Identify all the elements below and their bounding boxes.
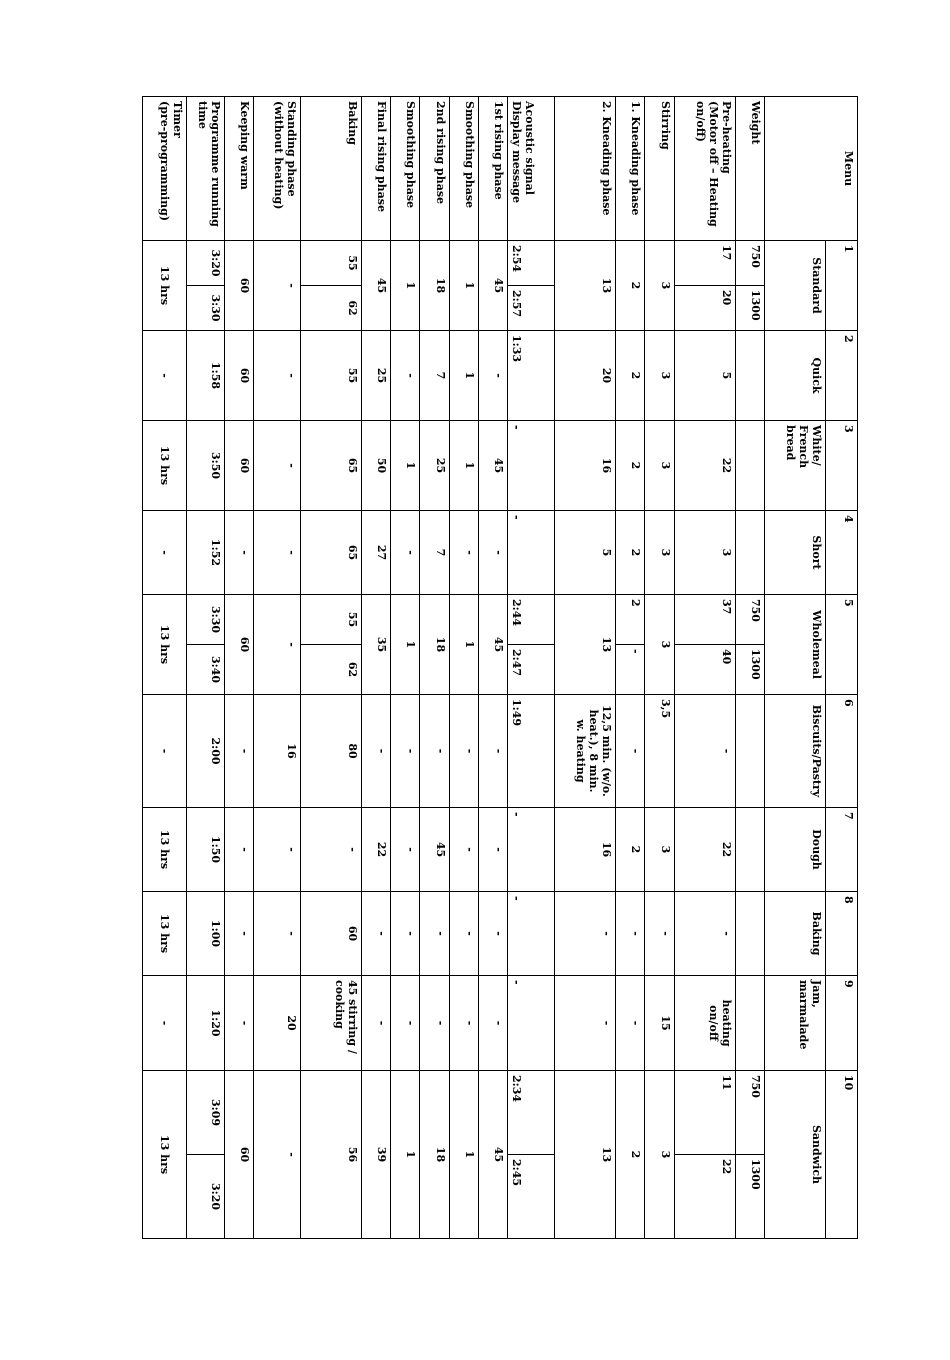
cell: -: [479, 331, 508, 421]
cell: 2: [616, 241, 645, 331]
cell: 13: [554, 241, 615, 331]
program-number: 2: [826, 331, 858, 421]
cell: -: [616, 892, 645, 976]
cell: -: [254, 331, 300, 421]
cell: 2: [616, 1071, 645, 1239]
cell: 55: [300, 331, 361, 421]
program-number: 8: [826, 892, 858, 976]
program-number: 5: [826, 595, 858, 695]
cell: 45: [479, 241, 508, 331]
cell: -: [254, 892, 300, 976]
header-number-row: [826, 97, 858, 1239]
cell: -: [479, 808, 508, 892]
cell: -: [674, 892, 735, 976]
cell: 18: [420, 595, 449, 695]
cell: 62: [300, 645, 361, 695]
row-timer: [143, 97, 187, 1239]
cell: 5: [674, 331, 735, 421]
program-name: Sandwich: [765, 1071, 826, 1239]
cell: 45: [479, 595, 508, 695]
cell: 3: [645, 808, 674, 892]
cell: 16: [554, 421, 615, 511]
cell: -: [479, 892, 508, 976]
cell: -: [254, 808, 300, 892]
cell: -: [300, 808, 361, 892]
cell: 45: [420, 808, 449, 892]
cell: -: [143, 695, 187, 808]
cell: -: [674, 695, 735, 808]
cell: 3:30: [187, 595, 225, 645]
row-label: Pre-heating (Motor off – Heating on/off): [674, 97, 735, 241]
cell: 18: [420, 1071, 449, 1239]
row-weight: [735, 97, 764, 1239]
cell: -: [361, 892, 390, 976]
row-label: Baking: [300, 97, 361, 241]
cell: 13 hrs: [143, 1071, 187, 1239]
cell: 60: [224, 331, 253, 421]
cell: 15: [645, 976, 674, 1071]
header-name-row: [765, 97, 826, 1239]
cell: 3:40: [187, 645, 225, 695]
row-stirring: [645, 97, 674, 1239]
cell: 55: [300, 595, 361, 645]
cell: 45 stirring / cooking: [300, 976, 361, 1071]
cell: 7: [420, 331, 449, 421]
cell: -: [449, 511, 478, 595]
row-label: Final rising phase: [361, 97, 390, 241]
cell: 37: [674, 595, 735, 645]
cell: 80: [300, 695, 361, 808]
cell: 3: [645, 595, 674, 695]
cell: 1:58: [187, 331, 225, 421]
cell: 2: [616, 421, 645, 511]
cell: 60: [224, 595, 253, 695]
row-running-time: [187, 97, 225, 1239]
cell: 16: [554, 808, 615, 892]
row-label: Keeping warm: [224, 97, 253, 241]
row-standing: [254, 97, 300, 1239]
cell: -: [391, 511, 420, 595]
row-label: Smoothing phase: [391, 97, 420, 241]
cell: 2:54: [508, 241, 554, 286]
cell: -: [143, 511, 187, 595]
cell: 40: [674, 645, 735, 695]
cell: 35: [361, 595, 390, 695]
cell: 1: [449, 241, 478, 331]
cell: -: [254, 421, 300, 511]
cell: 1: [391, 421, 420, 511]
cell: -: [254, 1071, 300, 1239]
cell: 3:09: [187, 1071, 225, 1155]
cell: [735, 511, 764, 595]
cell: 11: [674, 1071, 735, 1155]
cell: 60: [224, 241, 253, 331]
cell: 1:20: [187, 976, 225, 1071]
cell: -: [645, 892, 674, 976]
cell: 1300: [735, 286, 764, 331]
cell: 17: [674, 241, 735, 286]
row-final-rising: [361, 97, 390, 1239]
cell: -: [616, 695, 645, 808]
cell: 3: [645, 1071, 674, 1239]
cell: [735, 976, 764, 1071]
cell: 39: [361, 1071, 390, 1239]
cell: 56: [300, 1071, 361, 1239]
cell: 13 hrs: [143, 595, 187, 695]
cell: -: [479, 695, 508, 808]
cell: -: [254, 595, 300, 695]
cell: 1300: [735, 645, 764, 695]
cell: 60: [224, 1071, 253, 1239]
cell: 45: [479, 1071, 508, 1239]
cell: -: [508, 892, 554, 976]
cell: 16: [254, 695, 300, 808]
cell: 60: [224, 421, 253, 511]
row-acoustic-signal: [508, 97, 554, 1239]
cell: 13: [554, 595, 615, 695]
row-label: 2nd rising phase: [420, 97, 449, 241]
cell: 22: [674, 421, 735, 511]
cell: 3: [645, 331, 674, 421]
cell: 750: [735, 241, 764, 286]
cell: -: [616, 645, 645, 695]
program-number: 6: [826, 695, 858, 808]
row-label: Standing phase (without heating): [254, 97, 300, 241]
cell: 2:44: [508, 595, 554, 645]
program-table-sheet: [142, 96, 858, 1238]
cell: 13 hrs: [143, 421, 187, 511]
cell: 13 hrs: [143, 808, 187, 892]
program-name: Biscuits/Pastry: [765, 695, 826, 808]
rotated-table-wrapper: [142, 96, 858, 1238]
cell: -: [449, 695, 478, 808]
cell: 45: [361, 241, 390, 331]
row-kneading-2: [554, 97, 615, 1239]
cell: -: [420, 976, 449, 1071]
cell: [735, 331, 764, 421]
cell: -: [391, 808, 420, 892]
cell: 750: [735, 595, 764, 645]
cell: -: [143, 331, 187, 421]
cell: 2: [616, 808, 645, 892]
cell: 18: [420, 241, 449, 331]
cell: 1:33: [508, 331, 554, 421]
cell: -: [391, 695, 420, 808]
program-name: Wholemeal: [765, 595, 826, 695]
cell: -: [254, 241, 300, 331]
cell: 13 hrs: [143, 241, 187, 331]
program-number: 10: [826, 1071, 858, 1239]
cell: 3: [645, 511, 674, 595]
cell: [735, 695, 764, 808]
row-label: Smoothing phase: [449, 97, 478, 241]
cell: -: [449, 808, 478, 892]
program-name: Standard: [765, 241, 826, 331]
cell: 2: [616, 511, 645, 595]
cell: 5: [554, 511, 615, 595]
program-name: Quick: [765, 331, 826, 421]
cell: 20: [674, 286, 735, 331]
cell: 50: [361, 421, 390, 511]
cell: 1:50: [187, 808, 225, 892]
cell: 2:57: [508, 286, 554, 331]
cell: [735, 892, 764, 976]
cell: 65: [300, 511, 361, 595]
cell: 55: [300, 241, 361, 286]
cell: -: [143, 976, 187, 1071]
cell: 1: [391, 1071, 420, 1239]
cell: 22: [674, 808, 735, 892]
cell: -: [479, 511, 508, 595]
cell: 2:00: [187, 695, 225, 808]
cell: 2: [616, 595, 645, 645]
row-label: 1. Kneading phase: [616, 97, 645, 241]
cell: 20: [254, 976, 300, 1071]
cell: -: [420, 695, 449, 808]
cell: 45: [479, 421, 508, 511]
cell: 20: [554, 331, 615, 421]
cell: -: [391, 331, 420, 421]
program-number: 1: [826, 241, 858, 331]
cell: -: [224, 695, 253, 808]
cell: -: [361, 695, 390, 808]
cell: -: [224, 892, 253, 976]
row-label: Stirring: [645, 97, 674, 241]
cell: 2:45: [508, 1155, 554, 1239]
row-label: Weight: [735, 97, 764, 241]
cell: 25: [361, 331, 390, 421]
cell: 1: [391, 595, 420, 695]
cell: -: [554, 892, 615, 976]
program-name: White/ French bread: [765, 421, 826, 511]
cell: 1:00: [187, 892, 225, 976]
cell: [735, 808, 764, 892]
cell: 2:34: [508, 1071, 554, 1155]
cell: 3:30: [187, 286, 225, 331]
cell: -: [554, 976, 615, 1071]
program-name: Dough: [765, 808, 826, 892]
cell: 7: [420, 511, 449, 595]
row-baking: [300, 97, 361, 1239]
cell: 1300: [735, 1155, 764, 1239]
cell: 1:49: [508, 695, 554, 808]
cell: 25: [420, 421, 449, 511]
cell: -: [508, 511, 554, 595]
row-label: 2. Kneading phase: [554, 97, 615, 241]
cell: 3:20: [187, 241, 225, 286]
row-smoothing-1: [449, 97, 478, 1239]
row-keeping-warm: [224, 97, 253, 1239]
row-smoothing-2: [391, 97, 420, 1239]
cell: 62: [300, 286, 361, 331]
cell: -: [449, 892, 478, 976]
cell: 27: [361, 511, 390, 595]
cell: 3: [645, 241, 674, 331]
cell: 3,5: [645, 695, 674, 808]
cell: -: [479, 976, 508, 1071]
program-name: Baking: [765, 892, 826, 976]
cell: 2: [616, 331, 645, 421]
cell: -: [224, 511, 253, 595]
cell: [735, 421, 764, 511]
menu-header: Menu: [765, 97, 858, 241]
cell: heating on/off: [674, 976, 735, 1071]
cell: 3:50: [187, 421, 225, 511]
program-number: 9: [826, 976, 858, 1071]
row-preheating: [674, 97, 735, 1239]
row-label: Programme running time: [187, 97, 225, 241]
cell: 22: [674, 1155, 735, 1239]
cell: 13 hrs: [143, 892, 187, 976]
row-label: 1st rising phase: [479, 97, 508, 241]
program-number: 4: [826, 511, 858, 595]
cell: 1: [449, 1071, 478, 1239]
cell: 1: [449, 331, 478, 421]
cell: 1: [449, 421, 478, 511]
row-kneading-1: [616, 97, 645, 1239]
cell: -: [616, 976, 645, 1071]
row-label: Acoustic signal Display message: [508, 97, 554, 241]
program-name: Jam, marmalade: [765, 976, 826, 1071]
cell: -: [224, 976, 253, 1071]
cell: -: [508, 976, 554, 1071]
program-name: Short: [765, 511, 826, 595]
cell: 2:47: [508, 645, 554, 695]
row-rising-1: [479, 97, 508, 1239]
cell: 1:52: [187, 511, 225, 595]
cell: -: [508, 421, 554, 511]
cell: 22: [361, 808, 390, 892]
cell: -: [224, 808, 253, 892]
cell: 1: [391, 241, 420, 331]
cell: 3: [674, 511, 735, 595]
cell: 60: [300, 892, 361, 976]
cell: -: [420, 892, 449, 976]
row-rising-2: [420, 97, 449, 1239]
cell: 750: [735, 1071, 764, 1155]
cell: -: [254, 511, 300, 595]
row-label: Timer (pre-programming): [143, 97, 187, 241]
cell: -: [361, 976, 390, 1071]
cell: 3: [645, 421, 674, 511]
program-number: 7: [826, 808, 858, 892]
cell: -: [449, 976, 478, 1071]
cell: 1: [449, 595, 478, 695]
cell: -: [391, 892, 420, 976]
cell: 12,5 min. (w/o. heat.), 8 min. w. heating: [554, 695, 615, 808]
cell: 3:20: [187, 1155, 225, 1239]
cell: 65: [300, 421, 361, 511]
cell: -: [508, 808, 554, 892]
cell: -: [391, 976, 420, 1071]
cell: 13: [554, 1071, 615, 1239]
program-table: [142, 96, 858, 1239]
program-number: 3: [826, 421, 858, 511]
